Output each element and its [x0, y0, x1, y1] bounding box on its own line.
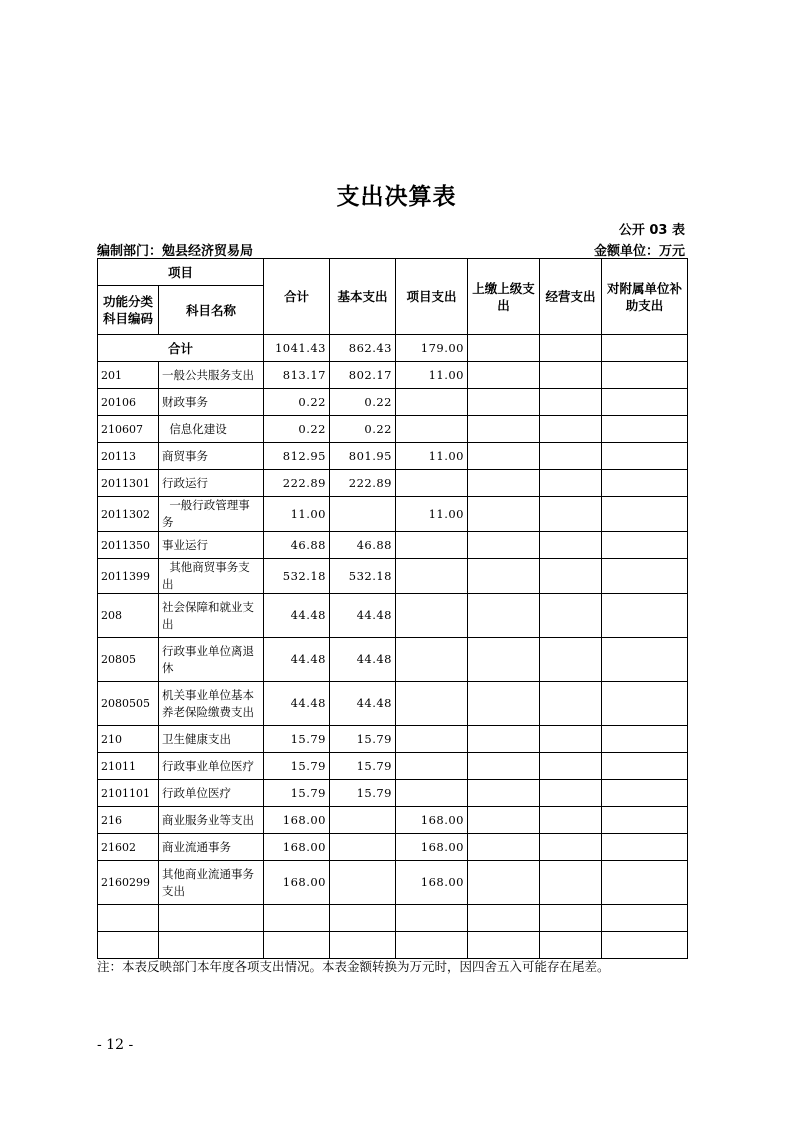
- row-project: [396, 416, 468, 443]
- blank-cell: [396, 932, 468, 959]
- row-empty-cell: [540, 638, 602, 682]
- blank-row: [98, 905, 688, 932]
- row-total: 812.95: [264, 443, 330, 470]
- row-empty-cell: [602, 443, 688, 470]
- row-total: 44.48: [264, 682, 330, 726]
- row-basic: 44.48: [330, 682, 396, 726]
- department-label: 编制部门：勉县经济贸易局: [97, 244, 254, 259]
- row-basic: 801.95: [330, 443, 396, 470]
- row-empty-cell: [602, 389, 688, 416]
- blank-cell: [264, 932, 330, 959]
- row-subject-name: 其他商业流通事务支出: [159, 861, 264, 905]
- row-total: 15.79: [264, 726, 330, 753]
- total-row-project: 179.00: [396, 335, 468, 362]
- row-code: 21011: [98, 753, 159, 780]
- row-project: [396, 532, 468, 559]
- row-empty-cell: [602, 594, 688, 638]
- blank-row: [98, 932, 688, 959]
- header-business: 经营支出: [540, 259, 602, 335]
- row-total: 44.48: [264, 638, 330, 682]
- page-number: - 12 -: [97, 1037, 134, 1053]
- row-empty-cell: [468, 443, 540, 470]
- row-empty-cell: [602, 834, 688, 861]
- row-empty-cell: [540, 682, 602, 726]
- row-empty-cell: [540, 594, 602, 638]
- row-basic: [330, 861, 396, 905]
- table-row: [98, 416, 688, 443]
- table-row: [98, 861, 688, 905]
- row-code: 20805: [98, 638, 159, 682]
- row-basic: [330, 834, 396, 861]
- row-code: 208: [98, 594, 159, 638]
- row-basic: 44.48: [330, 638, 396, 682]
- row-subject-name: 一般行政管理事务: [159, 497, 264, 532]
- row-project: 168.00: [396, 861, 468, 905]
- row-subject-name: 事业运行: [159, 532, 264, 559]
- row-empty-cell: [540, 726, 602, 753]
- header-basic: 基本支出: [330, 259, 396, 335]
- blank-cell: [468, 932, 540, 959]
- table-row: [98, 559, 688, 594]
- row-empty-cell: [468, 497, 540, 532]
- row-empty-cell: [602, 638, 688, 682]
- row-project: 11.00: [396, 497, 468, 532]
- header-upper: 上缴上级支出: [468, 259, 540, 335]
- row-empty-cell: [468, 753, 540, 780]
- row-subject-name: 商贸事务: [159, 443, 264, 470]
- row-empty-cell: [468, 780, 540, 807]
- blank-cell: [330, 932, 396, 959]
- row-subject-name: 其他商贸事务支出: [159, 559, 264, 594]
- header-total: 合计: [264, 259, 330, 335]
- row-code: 2011302: [98, 497, 159, 532]
- table-row: [98, 638, 688, 682]
- row-basic: 0.22: [330, 389, 396, 416]
- table-row: [98, 470, 688, 497]
- row-empty-cell: [602, 362, 688, 389]
- footnote: 注：本表反映部门本年度各项支出情况。本表金额转换为万元时，因四舍五入可能存在尾差。: [97, 959, 610, 974]
- total-row: [98, 335, 688, 362]
- row-code: 2080505: [98, 682, 159, 726]
- total-row-business: [540, 335, 602, 362]
- row-total: 168.00: [264, 861, 330, 905]
- table-row: [98, 532, 688, 559]
- row-subject-name: 商业流通事务: [159, 834, 264, 861]
- row-empty-cell: [540, 389, 602, 416]
- row-total: 168.00: [264, 807, 330, 834]
- page-title: 支出决算表: [336, 184, 457, 210]
- header-func-code: 功能分类科目编码: [98, 286, 159, 335]
- blank-cell: [396, 905, 468, 932]
- row-empty-cell: [602, 807, 688, 834]
- row-subject-name: 商业服务业等支出: [159, 807, 264, 834]
- table-row: [98, 753, 688, 780]
- table-row: [98, 726, 688, 753]
- blank-cell: [98, 905, 159, 932]
- row-project: [396, 594, 468, 638]
- row-total: 0.22: [264, 389, 330, 416]
- row-project: [396, 682, 468, 726]
- row-subject-name: 信息化建设: [159, 416, 264, 443]
- row-empty-cell: [602, 470, 688, 497]
- row-empty-cell: [540, 834, 602, 861]
- blank-cell: [330, 905, 396, 932]
- table-row: [98, 443, 688, 470]
- row-empty-cell: [468, 559, 540, 594]
- row-total: 15.79: [264, 780, 330, 807]
- row-empty-cell: [602, 682, 688, 726]
- row-code: 216: [98, 807, 159, 834]
- row-empty-cell: [540, 443, 602, 470]
- row-code: 2160299: [98, 861, 159, 905]
- header-subject-name: 科目名称: [159, 286, 264, 335]
- row-project: [396, 753, 468, 780]
- row-basic: 802.17: [330, 362, 396, 389]
- row-subject-name: 财政事务: [159, 389, 264, 416]
- row-project: [396, 389, 468, 416]
- row-code: 20113: [98, 443, 159, 470]
- table-row: [98, 497, 688, 532]
- row-subject-name: 机关事业单位基本养老保险缴费支出: [159, 682, 264, 726]
- row-total: 168.00: [264, 834, 330, 861]
- row-subject-name: 行政运行: [159, 470, 264, 497]
- row-empty-cell: [540, 807, 602, 834]
- row-empty-cell: [468, 470, 540, 497]
- total-row-basic: 862.43: [330, 335, 396, 362]
- row-empty-cell: [540, 532, 602, 559]
- row-code: 210607: [98, 416, 159, 443]
- total-row-total: 1041.43: [264, 335, 330, 362]
- row-subject-name: 行政事业单位离退休: [159, 638, 264, 682]
- table-row: [98, 594, 688, 638]
- row-basic: [330, 807, 396, 834]
- row-basic: 46.88: [330, 532, 396, 559]
- row-empty-cell: [602, 753, 688, 780]
- row-subject-name: 一般公共服务支出: [159, 362, 264, 389]
- table-row: [98, 682, 688, 726]
- total-row-label: 合计: [98, 335, 264, 362]
- expenditure-table: [97, 258, 688, 959]
- row-empty-cell: [468, 594, 540, 638]
- table-row: [98, 780, 688, 807]
- total-row-subsidy: [602, 335, 688, 362]
- row-empty-cell: [468, 807, 540, 834]
- header-project: 项目支出: [396, 259, 468, 335]
- row-basic: [330, 497, 396, 532]
- row-project: 11.00: [396, 362, 468, 389]
- row-empty-cell: [540, 559, 602, 594]
- row-empty-cell: [602, 780, 688, 807]
- blank-cell: [540, 932, 602, 959]
- blank-cell: [602, 932, 688, 959]
- blank-cell: [159, 905, 264, 932]
- header-subsidy: 对附属单位补助支出: [602, 259, 688, 335]
- row-project: 168.00: [396, 834, 468, 861]
- row-empty-cell: [540, 780, 602, 807]
- row-empty-cell: [540, 470, 602, 497]
- row-empty-cell: [468, 416, 540, 443]
- row-total: 532.18: [264, 559, 330, 594]
- blank-cell: [602, 905, 688, 932]
- row-empty-cell: [540, 861, 602, 905]
- table-row: [98, 807, 688, 834]
- row-basic: 44.48: [330, 594, 396, 638]
- blank-cell: [98, 932, 159, 959]
- table-row: [98, 834, 688, 861]
- row-project: [396, 559, 468, 594]
- row-empty-cell: [602, 532, 688, 559]
- row-code: 21602: [98, 834, 159, 861]
- row-empty-cell: [602, 726, 688, 753]
- row-code: 210: [98, 726, 159, 753]
- row-empty-cell: [468, 834, 540, 861]
- row-project: [396, 638, 468, 682]
- row-basic: 0.22: [330, 416, 396, 443]
- table-row: [98, 389, 688, 416]
- row-code: 2101101: [98, 780, 159, 807]
- row-empty-cell: [468, 532, 540, 559]
- blank-cell: [264, 905, 330, 932]
- header-item: 项目: [98, 259, 264, 286]
- row-subject-name: 卫生健康支出: [159, 726, 264, 753]
- row-code: 201: [98, 362, 159, 389]
- amount-unit-label: 金额单位：万元: [593, 244, 685, 259]
- blank-cell: [468, 905, 540, 932]
- row-project: [396, 470, 468, 497]
- row-empty-cell: [468, 638, 540, 682]
- row-subject-name: 行政单位医疗: [159, 780, 264, 807]
- row-total: 813.17: [264, 362, 330, 389]
- row-code: 2011301: [98, 470, 159, 497]
- table-row: [98, 362, 688, 389]
- row-basic: 15.79: [330, 726, 396, 753]
- row-empty-cell: [468, 362, 540, 389]
- row-total: 222.89: [264, 470, 330, 497]
- row-empty-cell: [540, 753, 602, 780]
- row-empty-cell: [468, 861, 540, 905]
- form-number: 公开 03 表: [618, 223, 685, 238]
- row-total: 11.00: [264, 497, 330, 532]
- row-code: 20106: [98, 389, 159, 416]
- row-empty-cell: [468, 682, 540, 726]
- row-total: 15.79: [264, 753, 330, 780]
- row-empty-cell: [602, 416, 688, 443]
- row-empty-cell: [540, 497, 602, 532]
- row-empty-cell: [540, 362, 602, 389]
- row-project: 168.00: [396, 807, 468, 834]
- row-code: 2011399: [98, 559, 159, 594]
- row-project: 11.00: [396, 443, 468, 470]
- row-basic: 15.79: [330, 780, 396, 807]
- blank-cell: [159, 932, 264, 959]
- row-project: [396, 726, 468, 753]
- row-empty-cell: [602, 559, 688, 594]
- row-total: 0.22: [264, 416, 330, 443]
- row-total: 46.88: [264, 532, 330, 559]
- row-subject-name: 社会保障和就业支出: [159, 594, 264, 638]
- row-code: 2011350: [98, 532, 159, 559]
- row-basic: 15.79: [330, 753, 396, 780]
- blank-cell: [540, 905, 602, 932]
- row-empty-cell: [602, 861, 688, 905]
- row-empty-cell: [540, 416, 602, 443]
- row-basic: 222.89: [330, 470, 396, 497]
- row-basic: 532.18: [330, 559, 396, 594]
- row-subject-name: 行政事业单位医疗: [159, 753, 264, 780]
- row-empty-cell: [468, 389, 540, 416]
- row-project: [396, 780, 468, 807]
- row-empty-cell: [602, 497, 688, 532]
- row-empty-cell: [468, 726, 540, 753]
- row-total: 44.48: [264, 594, 330, 638]
- total-row-upper: [468, 335, 540, 362]
